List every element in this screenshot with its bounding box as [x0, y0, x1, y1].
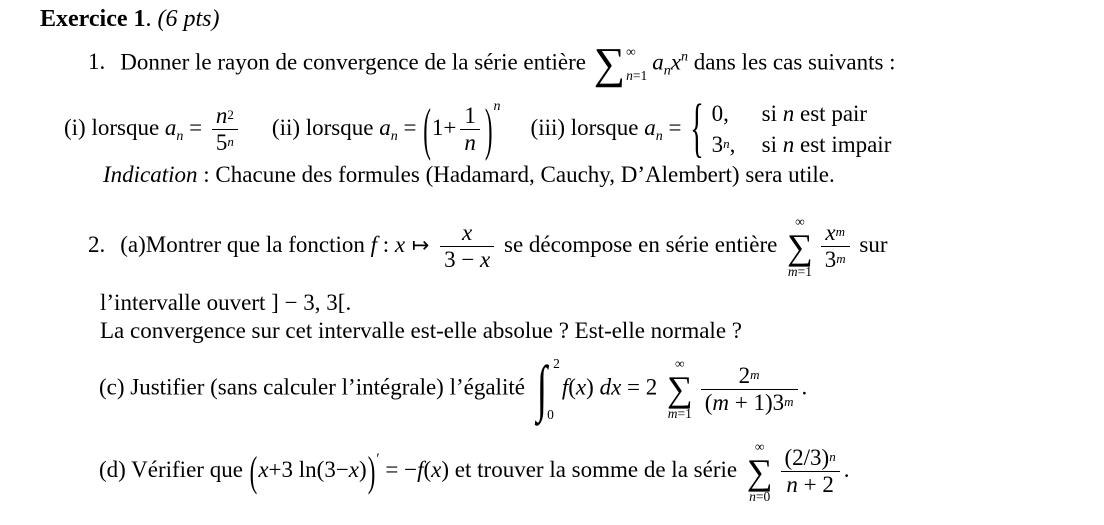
subscript-var: n — [663, 63, 671, 79]
item-number-2: 2. — [88, 231, 106, 257]
equals-sign: = − — [379, 456, 418, 482]
text-fragment: 3 − — [444, 247, 481, 273]
fraction — [701, 363, 798, 416]
superscript-var: m — [835, 224, 846, 240]
superscript-var: m — [784, 393, 794, 409]
subscript-var: n — [655, 129, 663, 144]
left-paren-tall: ( — [249, 448, 258, 495]
colon: : — [377, 231, 395, 257]
number: 3 — [711, 131, 724, 157]
limit-variable: n — [749, 488, 756, 504]
math-var: n — [786, 472, 798, 498]
number: 3 — [824, 247, 837, 273]
text-fragment: dans les cas suivants : — [687, 49, 896, 75]
indication-text: : Chacune des formules (Hadamard, Cauchy, D’Alembert) sera utile. — [197, 162, 835, 187]
math-var: x — [431, 456, 442, 482]
math-var: a — [164, 115, 177, 140]
indication-line — [103, 162, 835, 188]
period: . — [801, 374, 808, 400]
superscript-var: m — [836, 251, 846, 267]
text-fragment: et trouver la somme de la série — [449, 456, 743, 482]
superscript — [836, 251, 845, 266]
integral-operator: ∫ — [536, 354, 548, 424]
numerator — [701, 363, 798, 389]
text-fragment: (i) lorsque — [64, 115, 165, 140]
superscript-var: n — [723, 135, 730, 151]
integral-lower-limit: 0 — [547, 406, 554, 422]
paren: ( — [423, 456, 432, 482]
sum-upper-limit: ∞ — [675, 356, 685, 372]
indication-label: Indication — [103, 162, 198, 187]
paren: ) — [441, 456, 450, 482]
integral-upper-limit: 2 — [553, 356, 560, 371]
text-fragment: (iii) lorsque — [530, 115, 645, 140]
paren: ) — [359, 456, 367, 482]
fraction — [821, 220, 850, 273]
text-fragment: est impair — [794, 131, 892, 157]
denominator — [821, 246, 850, 273]
math-var: f — [561, 374, 569, 400]
superscript-var: n — [680, 49, 688, 65]
limit-variable: n — [626, 67, 633, 83]
numerator: 1 — [464, 103, 476, 129]
text-fragment: (d) Vérifier que — [99, 456, 249, 482]
limit-value: =1 — [677, 406, 692, 422]
case-value: 0, — [711, 101, 729, 127]
integral — [536, 354, 560, 424]
math-var: n — [215, 103, 228, 129]
sum-limits — [625, 42, 647, 86]
sum-upper-limit: ∞ — [795, 214, 805, 229]
subscript — [391, 129, 398, 144]
subscript — [656, 129, 663, 144]
superscript-var: n — [227, 134, 234, 150]
cases-line — [64, 92, 892, 165]
equals-sign: = — [397, 115, 423, 140]
text-fragment: (c) Justifier (sans calculer l’intégrale) l’égalité — [99, 374, 531, 400]
text-fragment: +3 ln(3− — [268, 456, 349, 482]
cases-row — [712, 99, 892, 129]
denominator — [701, 389, 798, 416]
cases-table — [712, 99, 892, 160]
superscript — [836, 224, 845, 239]
period: . — [843, 456, 850, 482]
question-1 — [88, 39, 896, 88]
sum-lower-limit — [749, 490, 770, 504]
math-var: x — [575, 374, 587, 400]
integral-limits — [547, 356, 560, 422]
text-fragment: (2/3) — [784, 445, 830, 471]
interval-notation: ] − 3, 3[. — [271, 290, 352, 315]
math-var: x — [480, 247, 491, 273]
mapsto-arrow-icon: ↦ — [405, 232, 437, 257]
case-i — [64, 103, 242, 156]
superscript — [681, 49, 688, 64]
sum-lower-limit — [626, 69, 647, 83]
math-var: a — [644, 115, 656, 140]
math-var: f — [417, 456, 424, 482]
fraction — [440, 220, 494, 273]
subscript — [664, 63, 671, 78]
case-condition — [762, 130, 892, 160]
limit-variable: m — [667, 406, 678, 422]
cases-brace: { — [690, 92, 704, 165]
sum-inline — [593, 39, 648, 88]
math-var: m — [712, 389, 729, 415]
equals-sign: = — [662, 115, 688, 140]
superscript-var: n — [829, 449, 836, 465]
superscript — [227, 134, 234, 149]
right-paren-tall: ) — [367, 448, 376, 495]
subscript-var: n — [176, 129, 184, 144]
numerator — [821, 220, 850, 246]
paren: ) — [586, 374, 600, 400]
sum-upper-limit: ∞ — [626, 44, 636, 59]
text-fragment: 1+ — [431, 115, 457, 140]
superscript — [829, 449, 836, 464]
differential: dx — [599, 374, 622, 400]
number: 5 — [215, 130, 228, 156]
text-fragment: (ii) lorsque — [271, 115, 380, 140]
sigma-operator: ∑ — [593, 39, 626, 88]
fraction — [781, 445, 840, 498]
text-fragment: + 2 — [797, 472, 834, 498]
paren: ( — [704, 389, 713, 415]
question-2d — [99, 440, 849, 503]
math-var: n — [782, 131, 795, 157]
sum-display — [787, 215, 813, 278]
sum-lower-limit — [668, 407, 692, 421]
math-var: n — [464, 130, 476, 156]
right-paren-tall: ) — [484, 97, 493, 162]
text-fragment: l’intervalle ouvert — [100, 290, 272, 315]
text-fragment: La convergence sur cet intervalle est-elle absolue ? Est-elle normale ? — [100, 318, 742, 343]
text-fragment: sur — [853, 231, 888, 257]
numerator — [212, 103, 238, 129]
denominator — [781, 471, 840, 498]
cases-row — [712, 130, 892, 160]
text-fragment: si — [761, 101, 783, 127]
math-var: x — [394, 231, 406, 257]
math-var: a — [652, 49, 664, 75]
denominator — [440, 246, 494, 273]
convergence-question-line — [100, 318, 742, 344]
numerator — [440, 220, 494, 246]
limit-variable: m — [787, 263, 798, 279]
sigma-operator: ∑ — [787, 226, 813, 267]
math-var: x — [825, 220, 836, 246]
superscript-var: m — [750, 366, 760, 382]
case-ii — [271, 97, 501, 162]
math-var: x — [462, 220, 473, 246]
number: 2 — [738, 362, 751, 388]
title-period: . — [145, 6, 152, 32]
text-fragment: si — [761, 131, 783, 157]
numerator — [781, 445, 840, 471]
exercise-title — [40, 6, 220, 33]
paren: ( — [568, 374, 576, 400]
math-var: x — [670, 49, 681, 75]
text-fragment: , — [729, 131, 736, 157]
math-var: a — [379, 115, 391, 140]
sum-display — [667, 357, 693, 420]
math-var: x — [258, 456, 269, 482]
sigma-operator: ∑ — [667, 368, 693, 409]
sigma-operator: ∑ — [746, 451, 773, 492]
text-fragment: Donner le rayon de convergence de la série entière — [120, 49, 592, 75]
question-2c — [99, 354, 808, 424]
text-fragment: (a)Montrer que la fonction — [120, 231, 371, 257]
exercise-title-bold: Exercice 1 — [40, 6, 146, 32]
sum-lower-limit — [788, 265, 812, 279]
text-fragment: se décompose en série entière — [498, 231, 784, 257]
superscript: 2 — [227, 107, 234, 123]
case-condition — [762, 99, 867, 129]
text-fragment: est pair — [794, 101, 868, 127]
interval-line — [100, 290, 351, 316]
item-number-1: 1. — [88, 49, 106, 75]
sum-display — [747, 440, 773, 503]
fraction — [212, 103, 238, 156]
denominator — [460, 129, 480, 156]
limit-value: =0 — [755, 488, 771, 504]
superscript — [784, 394, 793, 409]
points-label: (6 pts) — [151, 6, 220, 32]
prime-mark: ′ — [376, 450, 380, 467]
case-iii — [530, 92, 892, 165]
limit-value: =1 — [797, 263, 812, 279]
sum-upper-limit: ∞ — [754, 439, 765, 454]
left-paren-tall: ( — [423, 97, 431, 162]
subscript-var: n — [390, 129, 398, 144]
text-fragment: + 1)3 — [728, 389, 785, 415]
math-var: f — [370, 231, 377, 257]
superscript — [750, 367, 759, 382]
math-var: x — [348, 456, 360, 482]
math-var: n — [782, 101, 795, 127]
question-2a — [88, 215, 888, 278]
superscript-var: n — [493, 99, 501, 114]
equals-sign: = — [183, 115, 208, 140]
denominator — [212, 129, 238, 156]
equals-sign: = 2 — [621, 374, 664, 400]
case-value — [712, 130, 748, 160]
paren-exponent — [494, 99, 501, 114]
limit-value: =1 — [632, 67, 648, 83]
fraction — [460, 103, 480, 156]
